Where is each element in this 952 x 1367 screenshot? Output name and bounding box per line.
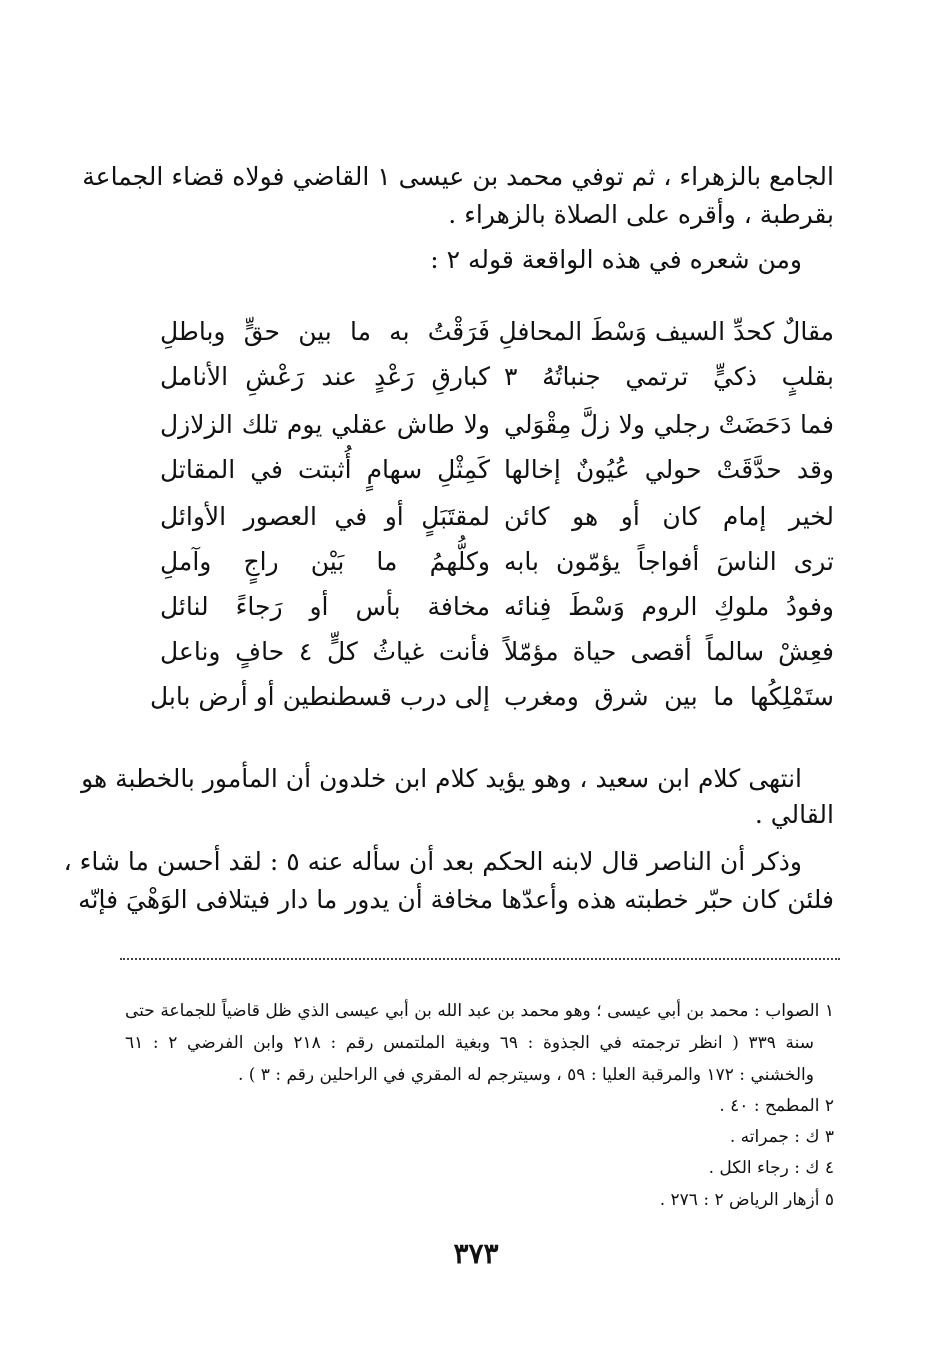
verse-line <box>160 450 834 490</box>
footnote-line: ١ الصواب : محمد بن أبي عيسى ؛ وهو محمد بن عبد الله بن أبي عيسى الذي ظل قاضياً للجماعة حتى <box>125 1001 834 1021</box>
page-number: ٣٧٣ <box>453 1237 499 1270</box>
verse-second-hemistich: فأنت غياثُ كلٍّ ٤ حافٍ وناعل <box>160 637 490 666</box>
verse-second-hemistich: وكلُّهمُ ما بَيْن راجٍ وآملِ <box>160 547 490 576</box>
footnote-line: ٣ ك : جمراته . <box>729 1127 834 1147</box>
verse-line <box>160 497 834 537</box>
verse-second-hemistich: فَرَقْتُ به ما بين حقٍّ وباطلِ <box>160 317 490 346</box>
verse-first-hemistich: لخير إمام كان أو هو كائن <box>504 502 834 531</box>
verse-first-hemistich: ترى الناسَ أفواجاً يؤمّون بابه <box>504 547 834 576</box>
verse-second-hemistich: إلى درب قسطنطين أو أرض بابل <box>150 682 490 711</box>
footnote-separator <box>120 958 840 960</box>
verse-line <box>150 677 834 717</box>
verse-line <box>160 587 834 627</box>
verse-line <box>160 405 834 445</box>
text-line: انتهى كلام ابن سعيد ، وهو يؤيد كلام ابن خلدون أن المأمور بالخطبة هو <box>81 764 802 793</box>
verse-line <box>160 632 834 672</box>
text-line: الجامع بالزهراء ، ثم توفي محمد بن عيسى ١ القاضي فولاه قضاء الجماعة <box>82 162 834 191</box>
verse-second-hemistich: كبارقِ رَعْدٍ عند رَعْشِ الأنامل <box>160 362 490 391</box>
verse-second-hemistich: كَمِثْلِ سهامٍ أُثبتت في المقاتل <box>160 455 490 484</box>
verse-second-hemistich: لمقتَبَلٍ أو في العصور الأوائل <box>160 502 490 531</box>
verse-second-hemistich: ولا طاش عقلي يوم تلك الزلازل <box>160 410 490 439</box>
text-line: ومن شعره في هذه الواقعة قوله ٢ : <box>430 245 802 274</box>
verse-first-hemistich: ستَمْلِكُها ما بين شرق ومغرب <box>504 682 834 711</box>
verse-first-hemistich: وفودُ ملوكِ الروم وَسْطَ فِنائه <box>504 592 834 621</box>
footnote-line: والخشني : ١٧٢ والمرقبة العليا : ٥٩ ، وسيترجم له المقري في الراحلين رقم : ٣ ) . <box>237 1065 814 1085</box>
verse-line <box>160 357 834 397</box>
verse-line <box>160 542 834 582</box>
verse-line <box>160 312 834 352</box>
footnote-line: ٥ أزهار الرياض ٢ : ٢٧٦ . <box>659 1190 834 1210</box>
footnote-line: ٢ المطمح : ٤٠ . <box>719 1096 834 1116</box>
verse-first-hemistich: فما دَحَضَتْ رجلي ولا زلَّ مِقْوَلي <box>504 410 834 439</box>
text-line: بقرطبة ، وأقره على الصلاة بالزهراء . <box>448 200 834 229</box>
footnote-line: ٤ ك : رجاء الكل . <box>708 1158 834 1178</box>
text-line: فلئن كان حبّر خطبته هذه وأعدّها مخافة أن يدور ما دار فيتلافى الوَهْيَ فإنّه <box>78 885 834 914</box>
text-line: وذكر أن الناصر قال لابنه الحكم بعد أن سأله عنه ٥ : لقد أحسن ما شاء ، <box>63 847 802 876</box>
verse-first-hemistich: فعِشْ سالماً أقصى حياة مؤمّلاً <box>504 637 834 666</box>
verse-first-hemistich: مقالٌ كحدِّ السيف وَسْطَ المحافلِ <box>498 317 834 346</box>
verse-first-hemistich: وقد حدَّقَتْ حولي عُيُونٌ إخالها <box>504 455 834 484</box>
footnote-line: سنة ٣٣٩ ( انظر ترجمته في الجذوة : ٦٩ وبغية الملتمس رقم : ٢١٨ وابن الفرضي ٢ : ٦١ <box>125 1033 814 1053</box>
verse-first-hemistich: بقلبٍ ذكيٍّ ترتمي جنباتُهُ ٣ <box>504 362 834 391</box>
verse-second-hemistich: مخافة بأس أو رَجاءً لنائل <box>160 592 490 621</box>
text-line: القالي . <box>754 800 834 829</box>
